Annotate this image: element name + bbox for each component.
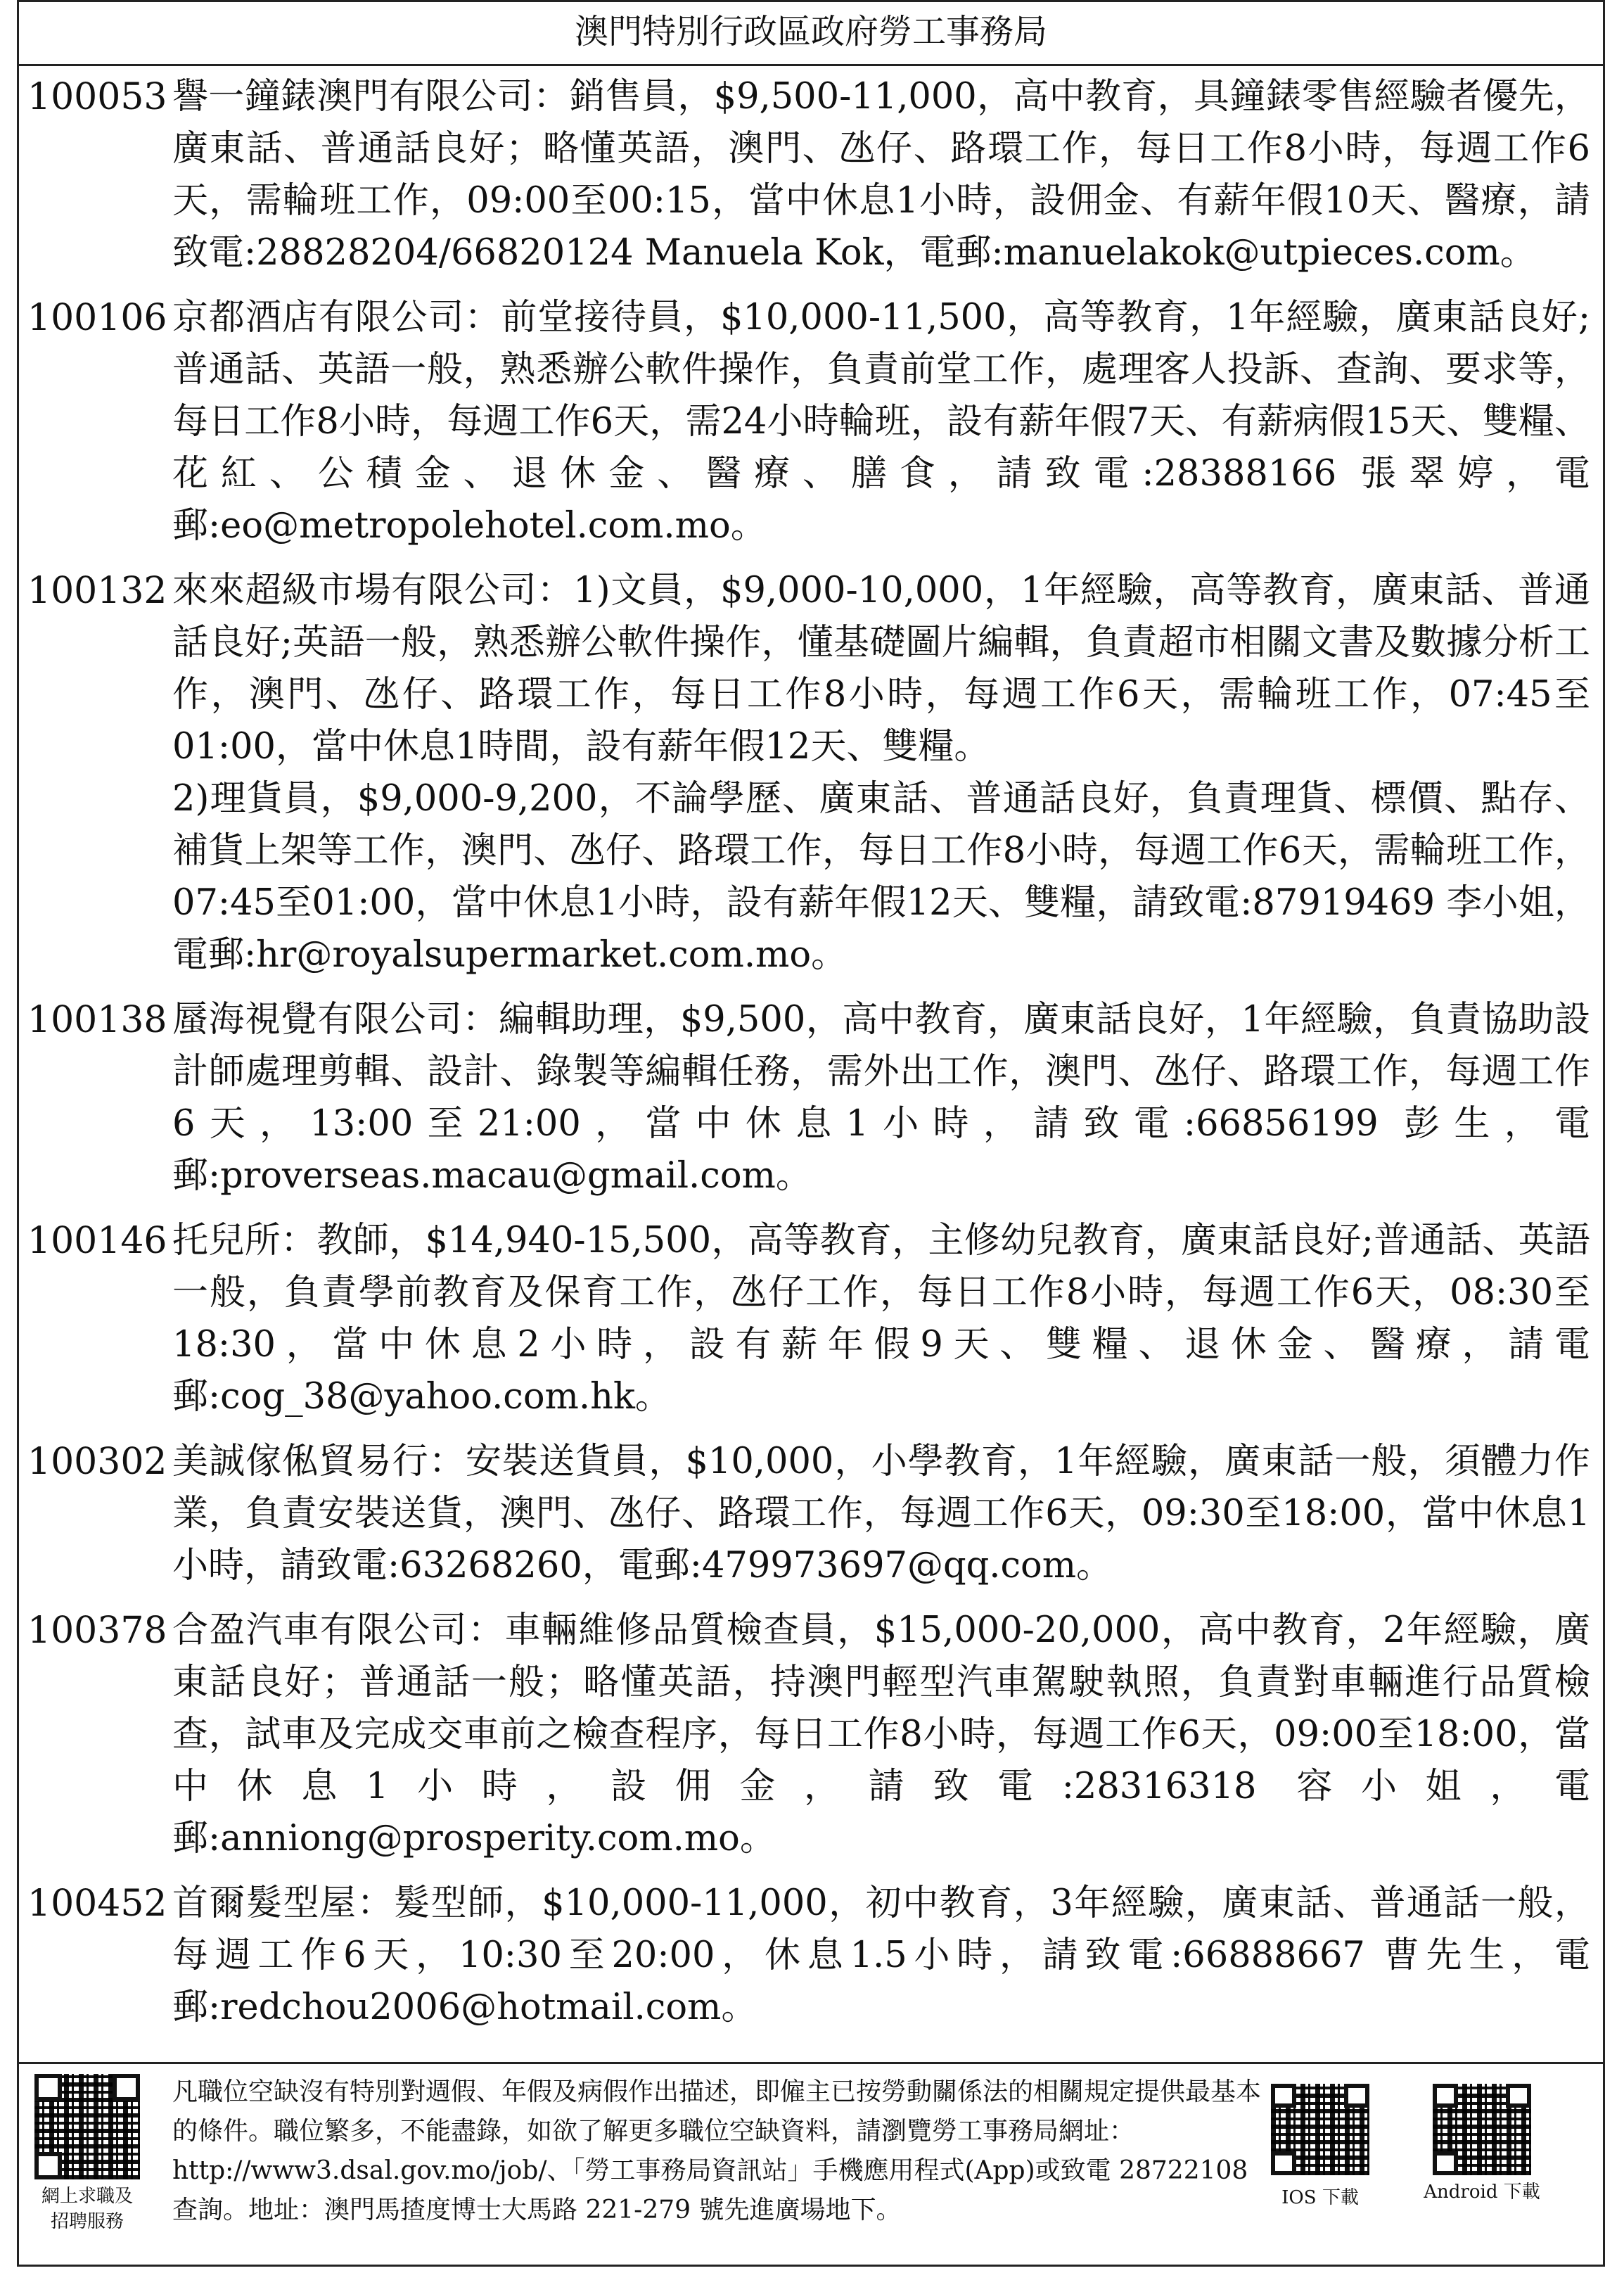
job-description xyxy=(172,1878,1590,2034)
job-item xyxy=(19,1605,1603,1865)
job-code: 100106 xyxy=(27,297,167,339)
job-paragraph: 托兒所：教師，$14,940-15,500，高等教育，主修幼兒教育，廣東話良好;普通話、英語一般，負責學前教育及保育工作，氹仔工作，每日工作8小時，每週工作6天，08:30至18:30，當中休息2小時，設有薪年假9天、雙糧、退休金、醫療，請電郵:cog_38@yahoo.com.hk。 xyxy=(172,1220,1590,1418)
job-item xyxy=(19,1436,1603,1592)
job-item xyxy=(19,994,1603,1202)
qr-code-ios-icon[interactable] xyxy=(1271,2084,1369,2175)
job-description xyxy=(172,565,1590,981)
qr-code-android-icon[interactable] xyxy=(1433,2084,1531,2175)
job-code: 100302 xyxy=(27,1441,167,1483)
job-description xyxy=(172,1605,1590,1865)
footer-note: 凡職位空缺沒有特別對週假、年假及病假作出描述，即僱主已按勞動關係法的相關規定提供最基本的條件。職位繁多，不能盡錄，如欲了解更多職位空缺資料，請瀏覽勞工事務局網址：http://www3.dsal.gov.mo/job/、「勞工事務局資訊站」手機應用程式(App)或致電 28722108 查詢。地址：澳門馬揸度博士大馬路 221-279 號先進廣場地下。 xyxy=(172,2077,1262,2224)
job-item xyxy=(19,565,1603,981)
qr-code-online-services-icon[interactable] xyxy=(34,2074,140,2179)
job-code: 100452 xyxy=(27,1883,167,1925)
job-code: 100132 xyxy=(27,570,167,612)
notice-frame xyxy=(17,0,1605,2267)
job-paragraph: 京都酒店有限公司：前堂接待員，$10,000-11,500，高等教育，1年經驗，廣東話良好;普通話、英語一般，熟悉辦公軟件操作，負責前堂工作，處理客人投訴、查詢、要求等，每日工作8小時，每週工作6天，需24小時輪班，設有薪年假7天、有薪病假15天、雙糧、花紅、公積金、退休金、醫療、膳食，請致電:28388166 張翠婷，電郵:eo@metropolehotel.com.mo。 xyxy=(172,297,1590,547)
job-item xyxy=(19,71,1603,279)
job-paragraph: 合盈汽車有限公司：車輛維修品質檢查員，$15,000-20,000，高中教育，2年經驗，廣東話良好；普通話一般；略懂英語，持澳門輕型汽車駕駛執照，負責對車輛進行品質檢查，試車及完成交車前之檢查程序，每日工作8小時，每週工作6天，09:00至18:00，當中休息1小時，設佣金，請致電:28316318 容小姐，電郵:anniong@prosperity.com.mo。 xyxy=(172,1610,1590,1859)
footer xyxy=(19,2062,1603,2265)
job-code: 100378 xyxy=(27,1610,167,1652)
page-title: 澳門特別行政區政府勞工事務局 xyxy=(19,2,1603,66)
job-description xyxy=(172,1215,1590,1423)
qr-online-label: 網上求職及 招聘服務 xyxy=(41,2186,133,2232)
job-description xyxy=(172,1436,1590,1592)
job-paragraph: 來來超級市場有限公司：1)文員，$9,000-10,000，1年經驗，高等教育，廣東話、普通話良好;英語一般，熟悉辦公軟件操作，懂基礎圖片編輯，負責超市相關文書及數據分析工作，澳門、氹仔、路環工作，每日工作8小時，每週工作6天，需輪班工作，07:45至01:00，當中休息1時間，設有薪年假12天、雙糧。 xyxy=(172,570,1590,768)
job-code: 100146 xyxy=(27,1220,167,1262)
job-description xyxy=(172,71,1590,279)
job-list xyxy=(19,71,1603,2046)
job-paragraph: 蜃海視覺有限公司：編輯助理，$9,500，高中教育，廣東話良好，1年經驗，負責協助設計師處理剪輯、設計、錄製等編輯任務，需外出工作，澳門、氹仔、路環工作，每週工作6天，13:00至21:00，當中休息1小時，請致電:66856199 彭生，電郵:proverseas.macau@gmail.com。 xyxy=(172,999,1590,1197)
job-paragraph: 美誠傢俬貿易行：安裝送貨員，$10,000，小學教育，1年經驗，廣東話一般，須體力作業，負責安裝送貨，澳門、氹仔、路環工作，每週工作6天，09:30至18:00，當中休息1小時，請致電:63268260，電郵:479973697@qq.com。 xyxy=(172,1441,1590,1586)
job-code: 100138 xyxy=(27,999,167,1041)
job-paragraph: 2)理貨員，$9,000-9,200，不論學歷、廣東話、普通話良好，負責理貨、標價、點存、補貨上架等工作，澳門、氹仔、路環工作，每日工作8小時，每週工作6天，需輪班工作，07:45至01:00，當中休息1小時，設有薪年假12天、雙糧，請致電:87919469 李小姐，電郵:hr@royalsupermarket.com.mo。 xyxy=(172,778,1590,976)
job-description xyxy=(172,292,1590,552)
job-item xyxy=(19,1878,1603,2034)
job-description xyxy=(172,994,1590,1202)
android-download-label: Android 下載 xyxy=(1424,2182,1540,2203)
ios-download-label: IOS 下載 xyxy=(1281,2187,1359,2208)
job-item xyxy=(19,1215,1603,1423)
job-paragraph: 譽一鐘錶澳門有限公司：銷售員，$9,500-11,000，高中教育，具鐘錶零售經驗者優先，廣東話、普通話良好；略懂英語，澳門、氹仔、路環工作，每日工作8小時，每週工作6天，需輪班工作，09:00至00:15，當中休息1小時，設佣金、有薪年假10天、醫療，請致電:28828204/66820124 Manuela Kok，電郵:manuelakok@utpieces.com。 xyxy=(172,76,1590,274)
job-item xyxy=(19,292,1603,552)
job-paragraph: 首爾髮型屋：髮型師，$10,000-11,000，初中教育，3年經驗，廣東話、普通話一般，每週工作6天，10:30至20:00，休息1.5小時，請致電:66888667 曹先生，電郵:redchou2006@hotmail.com。 xyxy=(172,1883,1590,2028)
job-code: 100053 xyxy=(27,76,167,118)
